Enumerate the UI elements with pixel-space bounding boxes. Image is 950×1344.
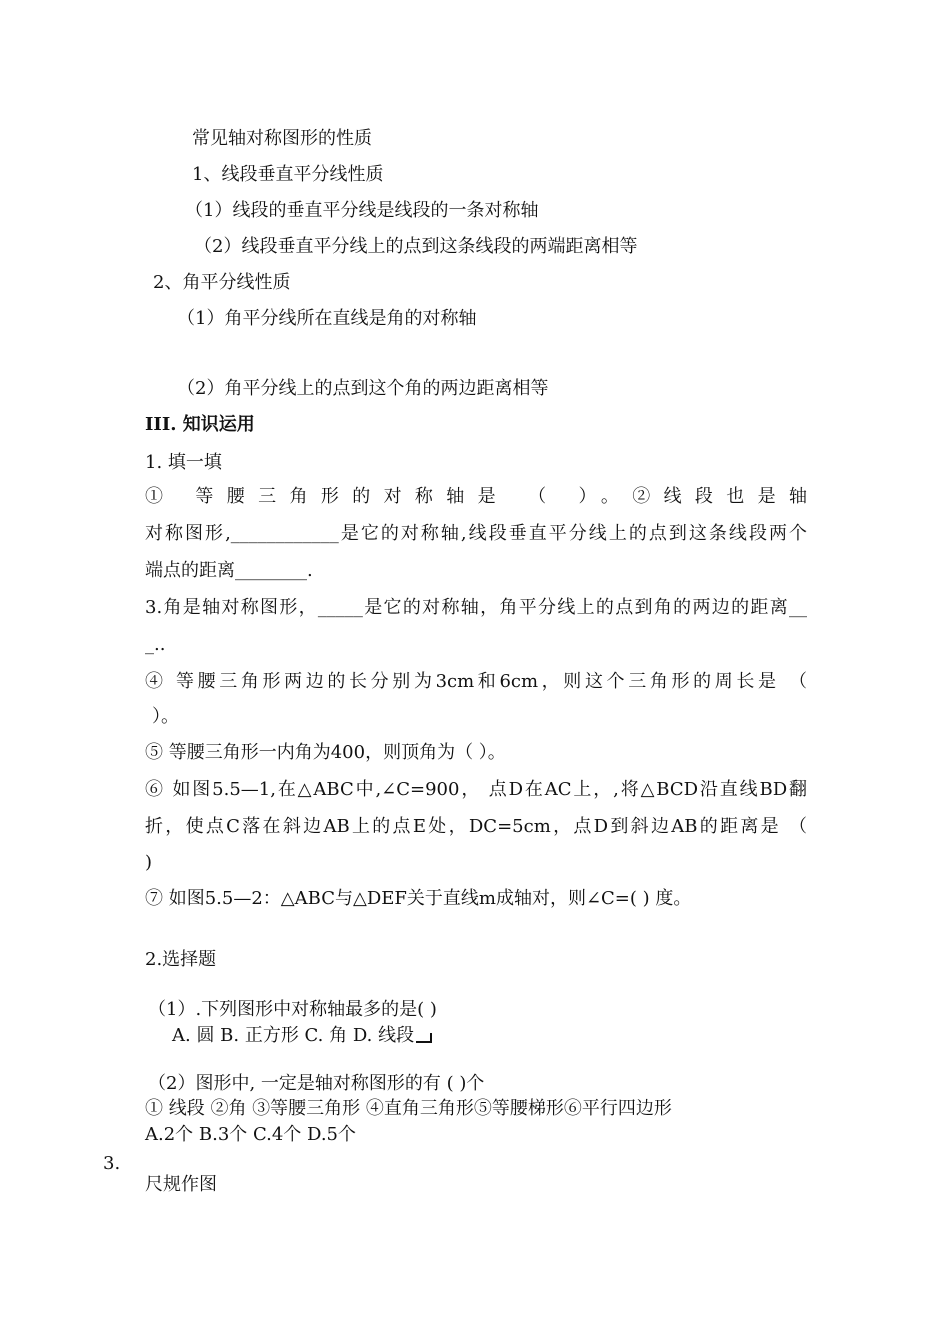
question-4-line-1: ④ 等腰三角形两边的长分别为3cm和6cm，则这个三角形的周长是 （ <box>145 671 807 692</box>
property-2-title: 2、角平分线性质 <box>153 272 291 293</box>
property-2-item-2: （2）角平分线上的点到这个角的两边距离相等 <box>177 378 549 399</box>
question-7: ⑦ 如图5.5—2：△ABC与△DEF关于直线m成轴对，则∠C=( ) 度。 <box>145 888 692 909</box>
question-3-line-2: _.. <box>145 634 166 655</box>
cursor-mark-icon <box>416 1033 432 1043</box>
question-6-line-3: ) <box>145 852 153 873</box>
question-6-line-1: ⑥ 如图5.5—1,在△ABC中,∠C=900， 点D在AC上，,将△BCD沿直线BD翻 <box>145 779 807 800</box>
item-3-number: 3. <box>103 1153 121 1174</box>
heading: 常见轴对称图形的性质 <box>192 128 372 149</box>
property-1-title: 1、线段垂直平分线性质 <box>192 164 384 185</box>
property-1-item-2: （2）线段垂直平分线上的点到这条线段的两端距离相等 <box>194 236 638 257</box>
section-heading: III. 知识运用 <box>145 414 255 435</box>
choice-2: （2）图形中, 一定是轴对称图形的有 ( )个 <box>148 1073 485 1094</box>
question-1-line-2: 对称图形,____________是它的对称轴,线段垂直平分线上的点到这条线段两个 <box>145 523 807 544</box>
question-5: ⑤ 等腰三角形一内角为400，则顶角为（ ）。 <box>145 742 506 763</box>
question-6-line-2: 折，使点C落在斜边AB上的点E处，DC=5cm，点D到斜边AB的距离是 （ <box>145 816 807 837</box>
question-4-line-2: ）。 <box>152 706 179 727</box>
question-1-line-3: 端点的距离________. <box>145 560 313 581</box>
choice-2-items: ① 线段 ②角 ③等腰三角形 ④直角三角形⑤等腰梯形⑥平行四边形 <box>145 1098 672 1119</box>
choice-title: 2.选择题 <box>145 949 217 970</box>
choice-1: （1）.下列图形中对称轴最多的是( ) <box>148 999 437 1020</box>
question-3-line-1: 3.角是轴对称图形，_____是它的对称轴，角平分线上的点到角的两边的距离__ <box>145 597 807 618</box>
construction-title: 尺规作图 <box>145 1174 217 1195</box>
fill-title: 1. 填一填 <box>145 452 222 473</box>
choice-2-options: A.2个 B.3个 C.4个 D.5个 <box>145 1124 357 1145</box>
question-1-line-1: ① 等腰三角形的对称轴是 （ ）。②线段也是轴 <box>145 486 807 507</box>
property-2-item-1: （1）角平分线所在直线是角的对称轴 <box>177 308 477 329</box>
choice-1-options: A. 圆 B. 正方形 C. 角 D. 线段 <box>172 1024 432 1048</box>
property-1-item-1: （1）线段的垂直平分线是线段的一条对称轴 <box>185 200 539 221</box>
